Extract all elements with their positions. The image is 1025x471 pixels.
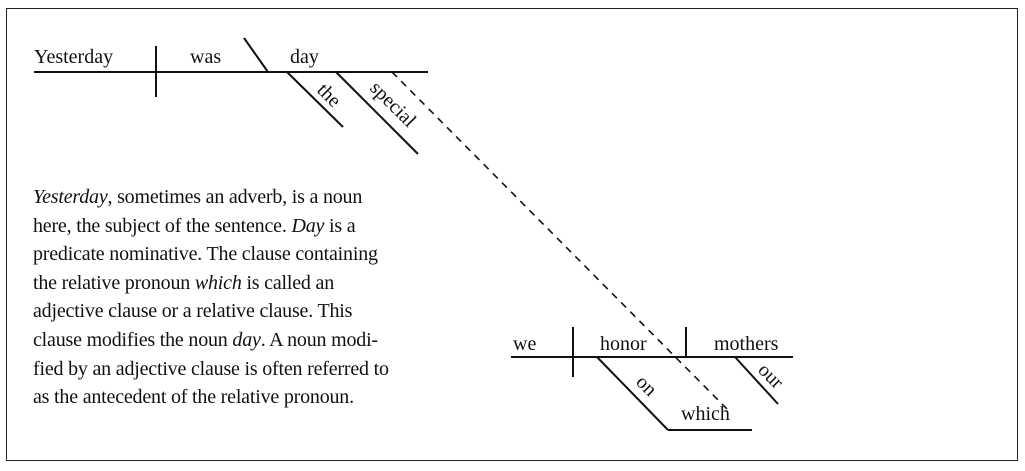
explanation-span: . A noun modi- [260, 328, 378, 351]
modifier-word-our: our [753, 358, 788, 394]
explanation-line: as the antecedent of the relative pronoun. [33, 386, 354, 409]
modifier-word-the: the [312, 78, 346, 112]
verb-complement-divider [244, 38, 268, 72]
preposition-word-on: on [631, 370, 662, 401]
explanation-line [33, 326, 473, 355]
explanation-text [33, 183, 473, 412]
explanation-line: fied by an adjective clause is often referred to [33, 357, 389, 380]
explanation-line [33, 183, 473, 212]
explanation-span: the relative pronoun [33, 271, 195, 294]
verb-word: was [190, 46, 222, 68]
explanation-line [33, 212, 473, 241]
relative-subject-word: we [513, 333, 537, 355]
modifier-word-special: special [365, 76, 421, 132]
explanation-line: predicate nominative. The clause containing [33, 243, 378, 266]
subject-word: Yesterday [34, 46, 114, 68]
explanation-line [33, 269, 473, 298]
emphasis-word: day [232, 328, 261, 351]
explanation-span: clause modifies the noun [33, 328, 233, 351]
explanation-span: here, the subject of the sentence. [33, 214, 292, 237]
relative-object-word: mothers [714, 333, 779, 355]
emphasis-word: which [194, 271, 242, 294]
explanation-span: is a [324, 214, 356, 237]
predicate-nominative-word: day [290, 46, 319, 68]
explanation-span: , sometimes an adverb, is a noun [107, 186, 363, 208]
explanation-span: is called an [241, 271, 335, 294]
emphasis-word: Yesterday [33, 186, 108, 208]
emphasis-word: Day [291, 214, 325, 237]
explanation-line: adjective clause or a relative clause. This [33, 300, 353, 323]
preposition-line-on [597, 357, 668, 430]
relative-verb-word: honor [600, 333, 647, 355]
preposition-object-word: which [681, 403, 730, 425]
